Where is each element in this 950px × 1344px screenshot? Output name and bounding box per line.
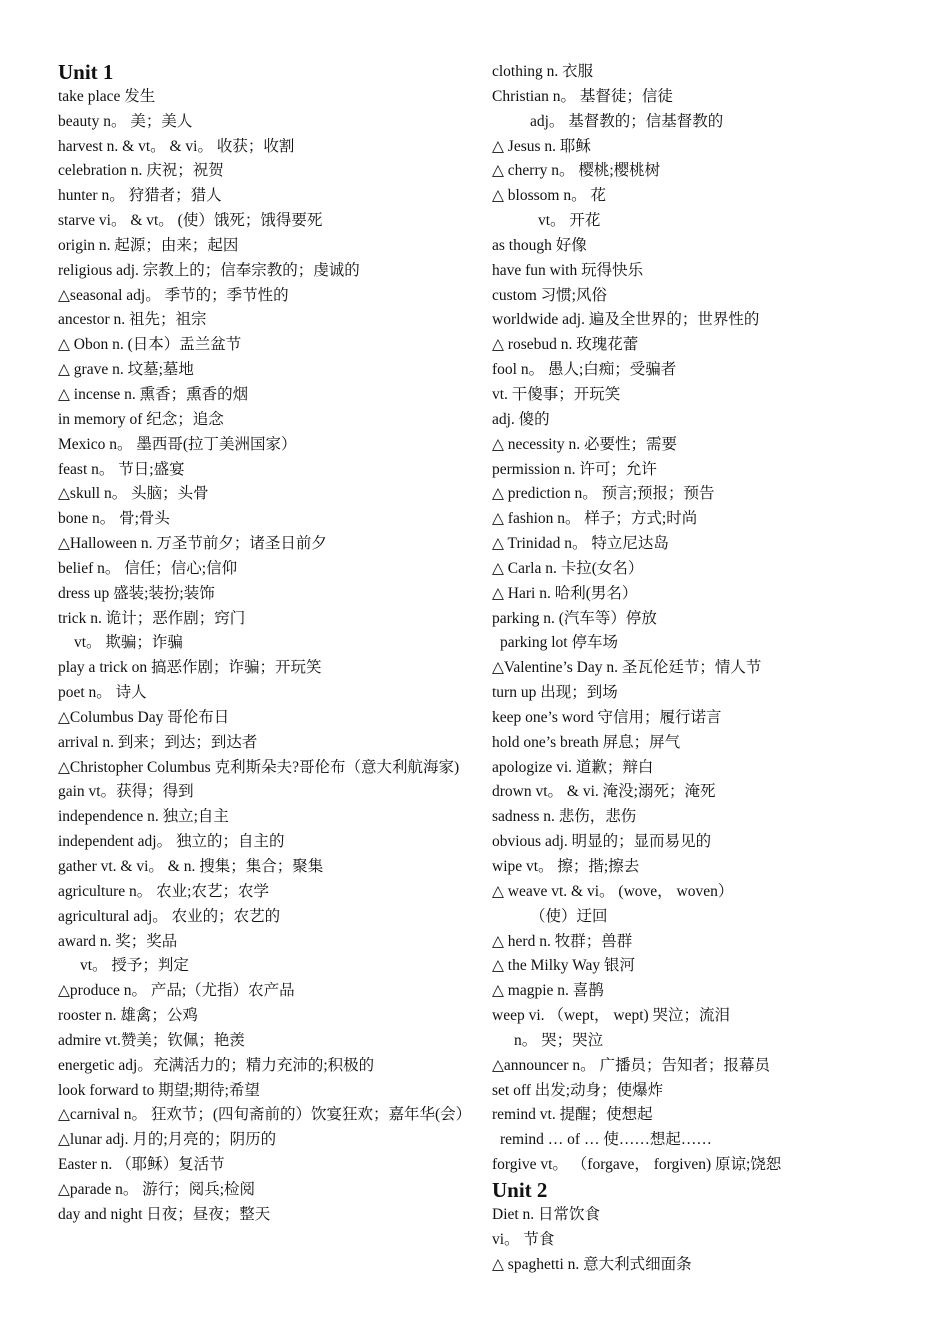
vocab-entry: play a trick on 搞恶作剧；诈骗；开玩笑	[58, 659, 322, 677]
vocab-entry: wipe vt。 擦；揩;擦去	[492, 858, 640, 875]
vocab-entry: as though 好像	[492, 236, 587, 254]
vocab-entry: harvest n. & vt。 & vi。 收获；收割	[58, 137, 295, 155]
vocab-entry: vt。 授予；判定	[80, 957, 189, 975]
vocab-entry: gain vt。获得；得到	[58, 783, 194, 801]
vocab-entry: △ blossom n。 花	[492, 187, 606, 205]
vocab-entry: △ prediction n。 预言;预报；预告	[492, 485, 715, 503]
vocab-entry: set off 出发;动身；使爆炸	[492, 1081, 664, 1099]
right-column	[492, 60, 912, 1277]
vocab-entry: award n. 奖；奖品	[58, 932, 178, 950]
vocab-entry: gather vt. & vi。 & n. 搜集；集合；聚集	[58, 858, 324, 875]
vocab-entry: origin n. 起源；由来；起因	[58, 236, 239, 254]
vocab-entry: obvious adj. 明显的；显而易见的	[492, 833, 712, 851]
vocab-entry: △ rosebud n. 玫瑰花蕾	[492, 336, 639, 354]
vocab-entry: △seasonal adj。 季节的；季节性的	[58, 286, 289, 304]
vocab-entry: △ Jesus n. 耶稣	[492, 137, 591, 155]
vocab-entry: △Halloween n. 万圣节前夕；诸圣日前夕	[58, 535, 327, 553]
vocab-entry: △ weave vt. & vi。 (wove， woven）	[492, 882, 734, 900]
vocab-entry: remind … of … 使……想起……	[500, 1131, 712, 1149]
vocab-entry: △ Trinidad n。 特立尼达岛	[492, 535, 669, 553]
vocab-entry: independence n. 独立;自主	[58, 808, 229, 826]
vocab-entry: △carnival n。 狂欢节；(四旬斋前的）饮宴狂欢；嘉年华(会）	[58, 1106, 472, 1124]
vocab-entry: △ incense n. 熏香；熏香的烟	[58, 385, 249, 403]
left-column	[58, 60, 472, 1228]
vocab-entry: Mexico n。 墨西哥(拉丁美洲国家）	[58, 435, 297, 453]
vocab-entry: △Valentine’s Day n. 圣瓦伦廷节；情人节	[492, 659, 762, 677]
vocab-entry: parking n. (汽车等）停放	[492, 609, 657, 627]
vocab-entry: drown vt。 & vi. 淹没;溺死；淹死	[492, 783, 716, 801]
vocab-entry: remind vt. 提醒；使想起	[492, 1106, 653, 1124]
vocab-entry: forgive vt。 （forgave， forgiven) 原谅;饶恕	[492, 1156, 782, 1174]
vocab-entry: △skull n。 头脑；头骨	[58, 485, 209, 503]
vocab-entry: apologize vi. 道歉；辩白	[492, 758, 654, 776]
vocab-entry: △produce n。 产品;（尤指）农产品	[58, 982, 295, 1000]
vocab-entry: △Columbus Day 哥伦布日	[58, 708, 230, 726]
vocab-entry: adj。 基督教的；信基督教的	[530, 112, 724, 130]
vocab-entry: △ necessity n. 必要性；需要	[492, 435, 677, 453]
vocab-entry: △lunar adj. 月的;月亮的；阴历的	[58, 1131, 277, 1149]
vocab-entry: take place 发生	[58, 87, 156, 105]
vocab-entry: keep one’s word 守信用；履行诺言	[492, 708, 722, 726]
vocab-entry: belief n。 信任；信心;信仰	[58, 559, 238, 577]
vocab-entry: Easter n. （耶稣）复活节	[58, 1156, 225, 1174]
unit-2-heading: Unit 2	[492, 1177, 548, 1202]
vocab-entry: vt。 欺骗；诈骗	[74, 634, 183, 652]
vocab-entry: △announcer n。 广播员；告知者；报幕员	[492, 1056, 770, 1074]
vocab-entry: independent adj。 独立的；自主的	[58, 833, 285, 851]
vocab-entry: clothing n. 衣服	[492, 63, 594, 80]
vocab-entry: fool n。 愚人;白痴；受骗者	[492, 361, 677, 379]
vocab-entry: permission n. 许可；允许	[492, 460, 657, 478]
vocab-entry: △ spaghetti n. 意大利式细面条	[492, 1255, 692, 1273]
vocab-entry: adj. 傻的	[492, 410, 550, 428]
vocab-entry: hold one’s breath 屏息；屏气	[492, 733, 681, 751]
vocab-entry: n。 哭；哭泣	[514, 1031, 604, 1049]
vocab-entry: celebration n. 庆祝；祝贺	[58, 162, 224, 180]
vocab-entry: hunter n。 狩猎者；猎人	[58, 187, 222, 205]
vocab-entry: trick n. 诡计；恶作剧；窍门	[58, 609, 246, 627]
vocab-entry: vi。 节食	[492, 1230, 555, 1248]
vocab-entry: turn up 出现；到场	[492, 684, 618, 702]
vocab-entry: starve vi。 & vt。 (使）饿死；饿得要死	[58, 212, 323, 230]
vocab-entry: poet n。 诗人	[58, 684, 147, 702]
vocab-entry: beauty n。 美；美人	[58, 112, 193, 130]
vocab-entry: bone n。 骨;骨头	[58, 510, 170, 528]
vocab-entry: sadness n. 悲伤，悲伤	[492, 808, 637, 826]
vocab-entry: custom 习惯;风俗	[492, 286, 607, 304]
vocab-entry: vt. 干傻事；开玩笑	[492, 385, 621, 403]
vocab-entry: have fun with 玩得快乐	[492, 261, 644, 279]
vocab-entry: religious adj. 宗教上的；信奉宗教的；虔诚的	[58, 261, 360, 279]
vocab-entry: worldwide adj. 遍及全世界的；世界性的	[492, 311, 760, 329]
vocab-entry: Diet n. 日常饮食	[492, 1205, 601, 1223]
vocab-entry: agricultural adj。 农业的；农艺的	[58, 907, 281, 925]
unit-1-heading: Unit 1	[58, 60, 114, 84]
vocab-entry: △ fashion n。 样子；方式;时尚	[492, 510, 698, 528]
vocab-entry: look forward to 期望;期待;希望	[58, 1081, 260, 1099]
vocab-entry: △ grave n. 坟墓;墓地	[58, 361, 194, 379]
vocab-entry: △ Carla n. 卡拉(女名）	[492, 559, 644, 577]
vocab-entry: arrival n. 到来；到达；到达者	[58, 733, 258, 751]
vocab-entry: parking lot 停车场	[500, 634, 618, 652]
vocab-entry: weep vi. （wept， wept) 哭泣；流泪	[492, 1007, 731, 1025]
vocab-entry: Christian n。 基督徒；信徒	[492, 87, 673, 105]
vocab-entry: △ Hari n. 哈利(男名）	[492, 584, 638, 602]
vocab-entry: day and night 日夜；昼夜；整天	[58, 1205, 271, 1223]
vocab-entry: △ cherry n。 樱桃;樱桃树	[492, 162, 661, 180]
vocab-entry: dress up 盛装;装扮;装饰	[58, 584, 215, 602]
vocab-entry: agriculture n。 农业;农艺；农学	[58, 882, 269, 900]
vocab-entry: △Christopher Columbus 克利斯朵夫?哥伦布（意大利航海家)	[58, 758, 460, 776]
vocab-entry: △ magpie n. 喜鹊	[492, 982, 604, 1000]
vocab-entry: in memory of 纪念；追念	[58, 410, 224, 428]
vocab-entry: energetic adj。充满活力的；精力充沛的;积极的	[58, 1056, 375, 1074]
vocab-entry: △ herd n. 牧群；兽群	[492, 932, 633, 950]
vocab-entry: △ the Milky Way 银河	[492, 957, 635, 975]
vocab-entry: △ Obon n. (日本）盂兰盆节	[58, 336, 242, 354]
vocab-entry: △parade n。 游行；阅兵;检阅	[58, 1180, 256, 1198]
vocab-entry: （使）迂回	[530, 907, 608, 925]
vocab-entry: ancestor n. 祖先；祖宗	[58, 311, 207, 329]
vocab-entry: admire vt.赞美；钦佩；艳羡	[58, 1031, 245, 1049]
vocab-entry: rooster n. 雄禽；公鸡	[58, 1007, 198, 1025]
vocab-entry: vt。 开花	[538, 212, 601, 230]
vocab-entry: feast n。 节日;盛宴	[58, 460, 185, 478]
